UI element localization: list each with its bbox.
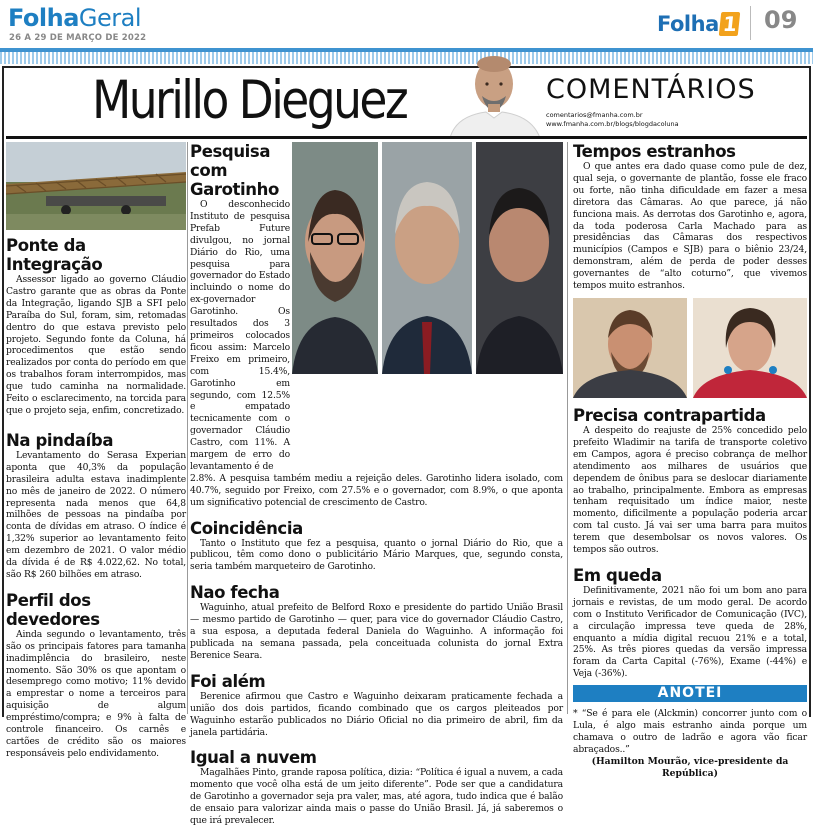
- contact-info: [546, 111, 679, 129]
- column-center: [190, 142, 563, 827]
- headline-igual-nuvem: Igual a nuvem: [190, 748, 317, 768]
- bridge-construction-photo: [6, 142, 186, 230]
- masthead-rule: [6, 136, 807, 139]
- headline-pesquisa: Pesquisa com Garotinho: [190, 142, 279, 199]
- headline-coincidencia: Coincidência: [190, 518, 303, 538]
- headline-ponte: Ponte da Integração: [6, 236, 103, 274]
- anotei-quote: * “Se é para ele (Alckmin) concorrer junto com o Lula, é algo mais estranho ainda porque um chamava o outro de ladrão e agora vão ficar abraçados..”: [573, 708, 807, 755]
- article-igual-nuvem-body: Magalhães Pinto, grande raposa política, dizia: “Política é igual a nuvem, a cada momento que você olha está de um jeito diferente”. Pode ser que a candidatura de Garotinho a governador seja pra valer, mas, até agora, tudo indica que é balão de ensaio para valorizar ainda mais o passe do União Brasil. Já, já saberemos o que irá prevalecer.: [190, 767, 563, 827]
- headline-pindaiba: Na pindaíba: [6, 430, 114, 450]
- logo-number: 1: [718, 12, 740, 36]
- section-brand: [8, 4, 141, 32]
- article-tempos-body: O que antes era dado quase como pule de dez, qual seja, o governante de plantão, fosse ele fraco ou forte, não tinha dificuldade em fazer a mesa diretora das Câmaras. Ao que parece, já não funciona mais. As derrotas dos Garotinho e, agora, da toda poderosa Carla Machado para as presidências das Câmaras dos respectivos municípios (Campos e SJB) para o biênio 23/24, demonstram, além de perda de poder desses governantes de “alto coturno”, que vivemos tempos muito estranhos.: [573, 161, 807, 292]
- article-pesquisa-narrow: [190, 142, 290, 473]
- contact-email[interactable]: comentarios@fmanha.com.br: [546, 111, 643, 119]
- columnist-portrait: [442, 46, 546, 138]
- article-perfil-body: Ainda segundo o levantamento, três são os principais fatores para tamanha inadimplência do brasileiro, neste momento. São 30% os que apontam o desemprego como motivo; 11% devido a emprestar o nome a terceiros para aquisição de algum empréstimo/compra; e 9% à falta de controle financeiro. Os carnês e cartões de crédito são os maiores responsáveis pelo endividamento.: [6, 628, 186, 759]
- article-pesquisa-body-wide: 2.8%. A pesquisa também mediu a rejeição deles. Garotinho lidera isolado, com 40.7%, seguido por Freixo, com 27.5% e o governador, com 8.9%, o que aponta um significativo potencial de crescimento de Castro.: [190, 472, 563, 508]
- article-foi-alem-body: Berenice afirmou que Castro e Waguinho deixaram praticamente fechada a união dos dois partidos, ficando combinado que os cargos pleiteados por Waguinho estarão publicados no Diário Oficial no dia primeiro de abril, fim da janela partidária.: [190, 690, 563, 738]
- brand-bold: Folha: [8, 4, 79, 32]
- anotei-banner: ANOTEI: [573, 685, 807, 702]
- headline-tempos-estranhos: Tempos estranhos: [573, 142, 736, 161]
- brand-light: Geral: [78, 4, 142, 32]
- article-nao-fecha-body: Waguinho, atual prefeito de Belford Roxo e presidente do partido União Brasil — mesmo partido de Garotinho — quer, para vice do governador Cláudio Castro, a sua esposa, a deputada federal Daniela do Waguinho. A informação foi publicada na semana passada, pela conceituada colunista do jornal Extra Berenice Seara.: [190, 602, 563, 661]
- article-em-queda-body: Definitivamente, 2021 não foi um bom ano para jornais e revistas, de um modo geral. De acordo com o Instituto Verificador de Comunicação (IVC), a circulação impressa teve queda de 28%, enquanto a mídia digital recuou 21% e a total, 25%. As três piores quedas da versão impressa foram da Carta Capital (-76%), Exame (-44%) e Veja (-36%).: [573, 584, 807, 680]
- newspaper-logo: [657, 12, 739, 36]
- article-ponte-body: Assessor ligado ao governo Cláudio Castro garante que as obras da Ponte da Integração, ligando SJB a SFI pelo Paraíba do Sul, foram, sim, retomadas dentro do que estava previsto pelo projeto. Segundo fonte da Coluna, há procedimentos que estão sendo realizados por conta do período em que os trabalhos foram interrompidos, mas que tudo caminha na normalidade. Feito o esclarecimento, na torcida para que o projeto seja, enfim, concretizado.: [6, 274, 186, 416]
- headline-perfil-devedores: Perfil dos devedores: [6, 590, 100, 629]
- contact-site[interactable]: www.fmanha.com.br/blogs/blogdacoluna: [546, 120, 679, 128]
- headline-foi-alem: Foi além: [190, 671, 266, 691]
- headline-contrapartida: Precisa contrapartida: [573, 405, 766, 425]
- candidates-photo-strip: [292, 142, 563, 374]
- article-coincidencia-body: Tanto o Instituto que fez a pesquisa, quanto o jornal Diário do Rio, que a publicou, têm como dono o publicitário Mário Marques, que, segundo consta, seria também marqueteiro de Garotinho.: [190, 537, 563, 573]
- column-left: [6, 142, 186, 759]
- anotei-author: (Hamilton Mourão, vice-presidente da República): [591, 755, 789, 779]
- header-stripe-band: [0, 48, 813, 64]
- column-divider: [567, 142, 568, 714]
- article-pesquisa-body-narrow: O desconhecido Instituto de pesquisa Prefab Future divulgou, no jornal Diário do Rio, uma pesquisa para governador do Estado incluindo o nome do ex-governador Garotinho. Os resultados dos 3 primeiros colocados ficou assim: Marcelo Freixo em primeiro, com 15.4%, Garotinho em segundo, com 12.5% e empatado tecnicamente com o governador Cláudio Castro, com 11%. A margem de erro do levantamento é de: [190, 199, 290, 472]
- section-title: COMENTÁRIOS: [546, 74, 756, 105]
- headline-nao-fecha: Nao fecha: [190, 583, 280, 603]
- columnist-name: Murillo Dieguez: [92, 70, 407, 131]
- header-divider: [750, 6, 751, 40]
- column-right: [573, 142, 807, 779]
- column-divider: [187, 142, 188, 714]
- article-pindaiba-body: Levantamento do Serasa Experian aponta que 40,3% da população brasileira adulta estava inadimplente no mês de janeiro de 2022. O número representa nada menos que 64,8 milhões de pessoas na pindaíba por conta de dívidas em atraso. O índice é 1,32% superior ao levantamento feito em dezembro de 2021. O valor médio da dívida é de R$ 4.022,62. No total, são R$ 260 bilhões em atraso.: [6, 449, 186, 580]
- article-contrapartida-body: A despeito do reajuste de 25% concedido pelo prefeito Wladimir na tarifa de transporte coletivo em Campos, agora é preciso cobrança de melhor atendimento aos milhares de usuários que dependem de ônibus para se deslocar diariamente ao trabalho, principalmente. Embora as empresas tenham requisitado um índice maior, neste momento, dificilmente a população poderia arcar com tal custo. Já vai ser uma barra para muitos terem que desembolsar os novos valores. Os tempos são outros.: [573, 424, 807, 556]
- page-header: [0, 0, 813, 48]
- headline-em-queda: Em queda: [573, 565, 662, 585]
- councilors-photo-pair: [573, 298, 807, 398]
- logo-text: Folha: [657, 12, 719, 36]
- page-number: 09: [764, 6, 798, 34]
- edition-date: 26 A 29 DE MARÇO DE 2022: [9, 33, 147, 43]
